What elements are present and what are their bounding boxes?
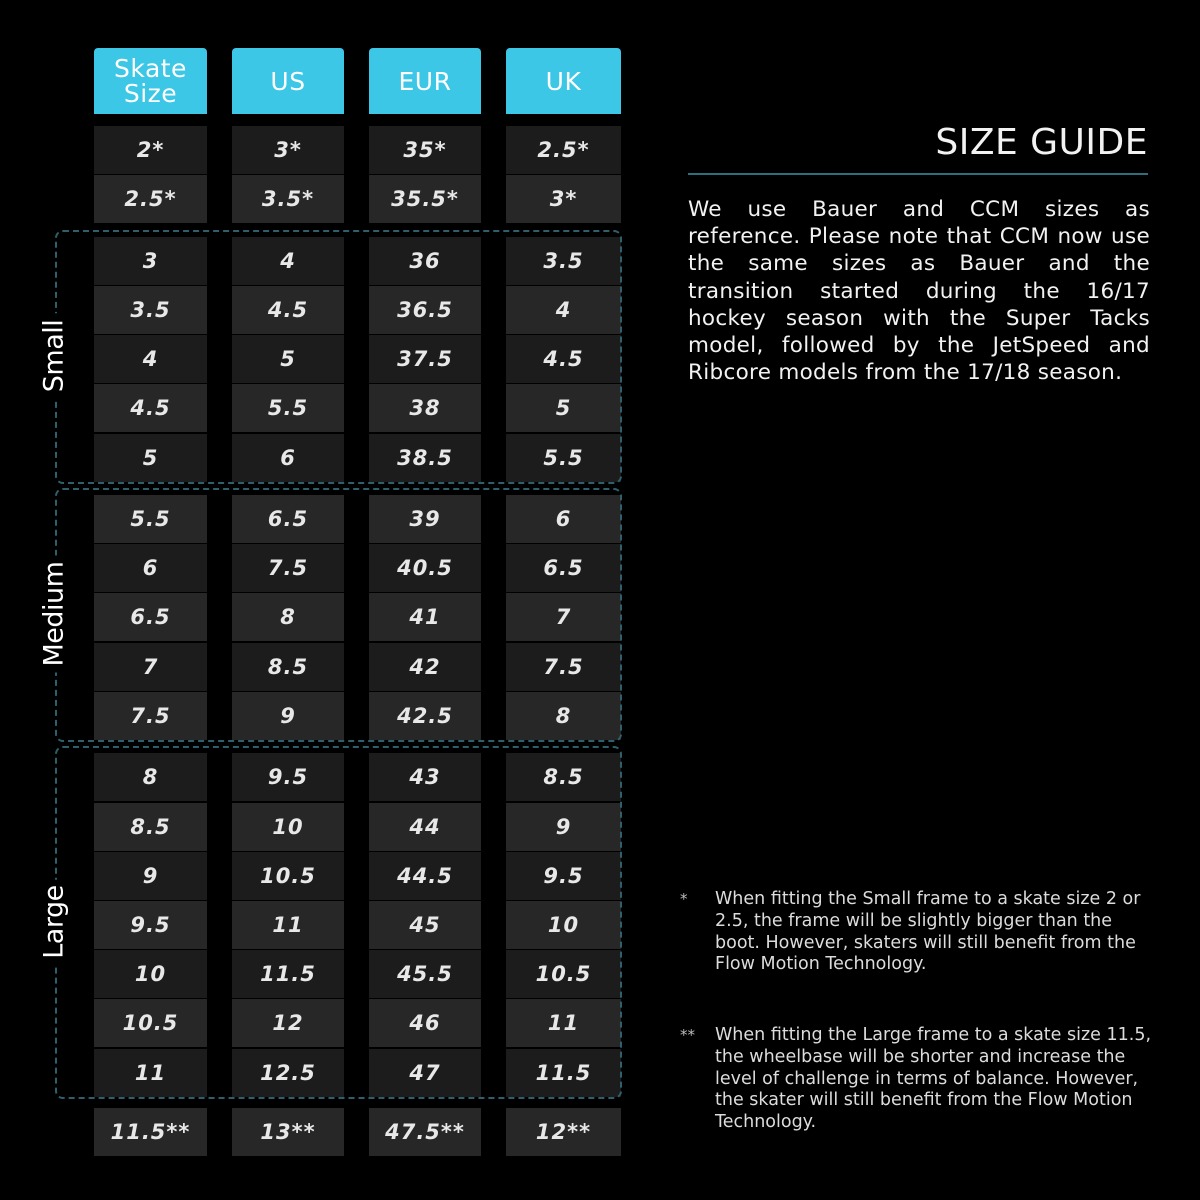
cell-skate-size: 2.5* <box>94 175 207 223</box>
cell-eur: 43 <box>369 753 481 801</box>
cell-skate-size: 5.5 <box>94 495 207 543</box>
header-uk: UK <box>506 48 621 114</box>
cell-uk: 10.5 <box>506 950 621 998</box>
cell-uk: 8.5 <box>506 753 621 801</box>
cell-uk: 5 <box>506 384 621 432</box>
group-label-large: Large <box>39 879 70 964</box>
size-guide-description: We use Bauer and CCM sizes as reference. Please note that CCM now use the same sizes as Bauer and the transition started during the 16/17 hockey season with the Super Tacks model, followed by the JetSpeed and Ribcore models from the 17/18 season. <box>688 197 1150 386</box>
cell-us: 4.5 <box>232 286 344 334</box>
cell-us: 13** <box>232 1108 344 1156</box>
cell-us: 12.5 <box>232 1049 344 1097</box>
footnote-marker: * <box>680 890 688 908</box>
cell-skate-size: 3.5 <box>94 286 207 334</box>
cell-skate-size: 7.5 <box>94 692 207 740</box>
cell-eur: 46 <box>369 999 481 1047</box>
cell-uk: 9.5 <box>506 852 621 900</box>
cell-uk: 4 <box>506 286 621 334</box>
cell-us: 12 <box>232 999 344 1047</box>
size-group-small <box>55 230 622 484</box>
cell-skate-size: 10.5 <box>94 999 207 1047</box>
cell-eur: 44 <box>369 803 481 851</box>
cell-eur: 35* <box>369 126 481 174</box>
cell-eur: 41 <box>369 593 481 641</box>
cell-skate-size: 9.5 <box>94 901 207 949</box>
size-group-large <box>55 746 622 1098</box>
cell-skate-size: 5 <box>94 434 207 482</box>
cell-skate-size: 11 <box>94 1049 207 1097</box>
cell-eur: 38.5 <box>369 434 481 482</box>
footnote-small-frame <box>680 889 1160 976</box>
cell-eur: 47.5** <box>369 1108 481 1156</box>
cell-skate-size: 9 <box>94 852 207 900</box>
cell-us: 4 <box>232 237 344 285</box>
cell-skate-size: 6.5 <box>94 593 207 641</box>
title-divider <box>688 173 1148 175</box>
cell-us: 8 <box>232 593 344 641</box>
cell-us: 11 <box>232 901 344 949</box>
cell-eur: 37.5 <box>369 335 481 383</box>
cell-uk: 9 <box>506 803 621 851</box>
cell-uk: 11.5 <box>506 1049 621 1097</box>
cell-skate-size: 2* <box>94 126 207 174</box>
cell-uk: 3* <box>506 175 621 223</box>
cell-uk: 7.5 <box>506 643 621 691</box>
cell-us: 6.5 <box>232 495 344 543</box>
cell-us: 5 <box>232 335 344 383</box>
cell-eur: 45 <box>369 901 481 949</box>
cell-uk: 3.5 <box>506 237 621 285</box>
group-label-small: Small <box>39 313 70 398</box>
cell-uk: 12** <box>506 1108 621 1156</box>
cell-skate-size: 8.5 <box>94 803 207 851</box>
cell-eur: 35.5* <box>369 175 481 223</box>
cell-us: 3.5* <box>232 175 344 223</box>
cell-eur: 36 <box>369 237 481 285</box>
cell-eur: 47 <box>369 1049 481 1097</box>
cell-skate-size: 7 <box>94 643 207 691</box>
size-guide-title: SIZE GUIDE <box>935 122 1148 163</box>
cell-uk: 6.5 <box>506 544 621 592</box>
cell-eur: 42.5 <box>369 692 481 740</box>
size-group-medium <box>55 488 622 742</box>
cell-us: 9.5 <box>232 753 344 801</box>
cell-us: 10 <box>232 803 344 851</box>
cell-uk: 4.5 <box>506 335 621 383</box>
footnote-marker: ** <box>680 1026 695 1044</box>
cell-skate-size: 11.5** <box>94 1108 207 1156</box>
cell-uk: 11 <box>506 999 621 1047</box>
cell-us: 6 <box>232 434 344 482</box>
footnote-large-frame <box>680 1025 1160 1134</box>
cell-eur: 36.5 <box>369 286 481 334</box>
cell-skate-size: 10 <box>94 950 207 998</box>
cell-eur: 38 <box>369 384 481 432</box>
group-label-medium: Medium <box>39 556 70 673</box>
cell-us: 8.5 <box>232 643 344 691</box>
header-us: US <box>232 48 344 114</box>
cell-skate-size: 4.5 <box>94 384 207 432</box>
cell-uk: 5.5 <box>506 434 621 482</box>
header-skate-size: Skate Size <box>94 48 207 114</box>
cell-uk: 7 <box>506 593 621 641</box>
cell-eur: 42 <box>369 643 481 691</box>
footnote-text: When fitting the Large frame to a skate size 11.5, the wheelbase will be shorter and increase the level of challenge in terms of balance. However, the skater will still benefit from the Flow Motion Technology. <box>715 1025 1152 1133</box>
cell-uk: 6 <box>506 495 621 543</box>
cell-uk: 8 <box>506 692 621 740</box>
cell-eur: 40.5 <box>369 544 481 592</box>
footnote-text: When fitting the Small frame to a skate size 2 or 2.5, the frame will be slightly bigger than the boot. However, skaters will still benefit from the Flow Motion Technology. <box>715 889 1141 975</box>
cell-eur: 45.5 <box>369 950 481 998</box>
cell-us: 3* <box>232 126 344 174</box>
cell-eur: 44.5 <box>369 852 481 900</box>
cell-skate-size: 8 <box>94 753 207 801</box>
cell-us: 9 <box>232 692 344 740</box>
cell-us: 10.5 <box>232 852 344 900</box>
cell-us: 7.5 <box>232 544 344 592</box>
header-eur: EUR <box>369 48 481 114</box>
cell-skate-size: 6 <box>94 544 207 592</box>
cell-us: 5.5 <box>232 384 344 432</box>
cell-uk: 2.5* <box>506 126 621 174</box>
cell-eur: 39 <box>369 495 481 543</box>
cell-skate-size: 4 <box>94 335 207 383</box>
cell-us: 11.5 <box>232 950 344 998</box>
cell-skate-size: 3 <box>94 237 207 285</box>
cell-uk: 10 <box>506 901 621 949</box>
